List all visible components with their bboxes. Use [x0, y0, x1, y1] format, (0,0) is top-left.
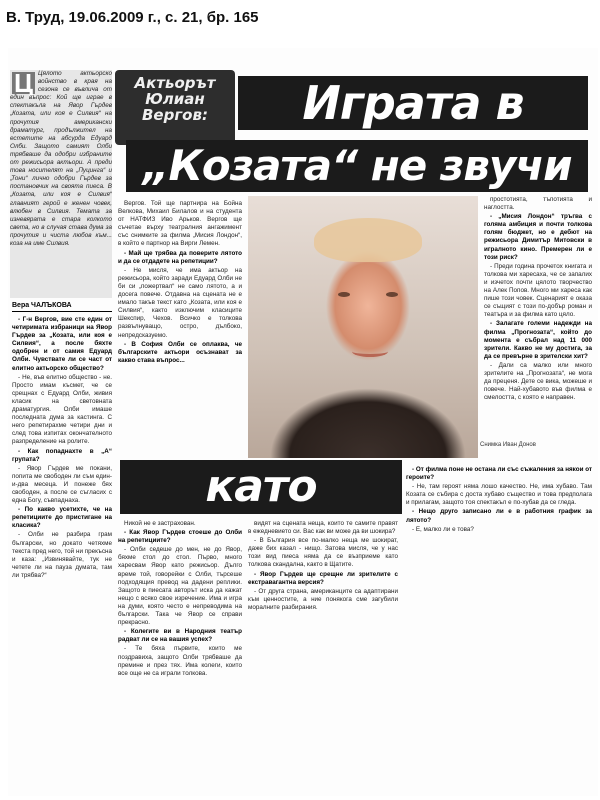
- title-line-3: като: [120, 460, 402, 514]
- column-1: [12, 316, 112, 796]
- interview-question: - По какво усетихте, че на репетициите до пристигане на класика?: [12, 506, 112, 530]
- interview-answer: - Олби не разбира грам български, но докато четяхме текста пред него, той ни прекъсна и каза: „Извинявайте, тук не четете ли на пауза думата, там ли трябва?“: [12, 531, 112, 579]
- interview-question: - В София Олби се оплаква, че българските актьори осъзнават за какво става въпрос...: [118, 340, 242, 364]
- interview-answer: - Олби седеше до мен, не до Явор, бяхме стол до стол. Първо, много харесвам Явор като режисьор. Дълго време той, говорейки с Олби, търсеше подходящия превод на дадени реплики. Защото в пиесата авторът иска да кажат нещо с всяко свое изречение. Има и игра на думи, която често е непреводима на български. Така че Явор се справи прекрасно.: [118, 546, 242, 627]
- author-byline: Вера ЧАЛЪКОВА: [12, 302, 72, 309]
- photo-eye-right: [386, 292, 398, 297]
- column-6: [406, 466, 592, 796]
- interview-answer: - Те бяха първите, които ме поздравиха, защото Олби трябваше да премине и през тях. Има колеги, които все още не са играли толкова.: [118, 645, 242, 677]
- lead-text: Цялото актьорско войнство в края на сезона се въвлича от един въпрос: Кой ще играе в спектакъла на Явор Гърдев „Козата, или коя е Силвия“ на прочутия американски драматург, продължител на естетите на абсурда Едуард Олби. Защото самият Олби трябваше да одобри избраните от режисьора актьори. А преди това носителят на „Пуцинга“ и „Тони“ лично одобри Гърдев за постановчик на своята пиеса. В „Козата, или коя е Силвия“ главният герой е женен човек, влюбен в Силвия. Темата за изневярата е стара колкото света, но в случая става дума за прочутия и чиста любов към... коза на име Силвия.: [10, 70, 112, 247]
- interview-question: - Явор Гърдев ще срещне ли зрителите с екстравагантна версия?: [248, 570, 398, 586]
- drop-cap: Ц: [14, 70, 33, 98]
- interview-answer: Вергов. Той ще партнира на Бойна Велкова, Михаил Билалов и на студента от НАТФИЗ Ивo Арьков. Вергов ще съчетае върху театралния ангажимент със снимките за филма „Мисия Лондон“, в който е партнор на Вирги Лемен.: [118, 200, 242, 248]
- photo-eye-left: [338, 292, 350, 297]
- photo-mouth: [352, 346, 388, 357]
- interview-question: - Залагате големи надежди на филма „Прогнозата“, който до момента е събрал над 11 000 зрители. Какво не му достига, за да се превърне в зрителски хит?: [484, 320, 592, 360]
- title-line-1: Играта в: [238, 76, 588, 130]
- interview-question: - От филма поне не остана ли със съжаления за някои от героите?: [406, 466, 592, 482]
- source-header: В. Труд, 19.06.2009 г., с. 21, бр. 165: [6, 9, 259, 26]
- interview-question: - Как попаднахте в „А“ групата?: [12, 447, 112, 463]
- interview-answer: - Е, малко ли е това?: [412, 525, 474, 533]
- interview-answer: видят на сцената неща, които те самите правят в ежедневието си. Вас как ви може да ви шокира?: [248, 520, 398, 536]
- interview-answer: - Дали са малко или много зрителите на „Прогнозата“, не мога да преценя. Дете се вика, можеше и повече. Най-хубавото във филма е смелостта, с която е направен.: [484, 361, 592, 402]
- interview-answer: простотията, тъпотията и наглостта.: [484, 196, 592, 212]
- interview-answer: - Не, във елитно общество - не. Просто имам късмет, че се срещнах с Едуард Олби, живия класик на световната драматургия. Олби имаше последната дума за кастинга. С него репетирахме четири дни и след това изпитах окончателното разпределение на ролите.: [12, 373, 112, 446]
- interview-question: - „Мисия Лондон“ тръгва с голяма амбиция и почти толкова голям бюджет, но е дебют на режисьора Димитър Митовски в игралното кино. Премерен ли е този риск?: [484, 213, 592, 261]
- interview-answer: - Явор Гърдев ме покани, попита ме свободен ли съм един-и-два месеца. И понеже бях свободен, а после се съгласих с една Богу, съвпаднаха.: [12, 464, 112, 505]
- interview-answer: - Не, там героят няма лошо качество. Не, има хубаво. Там Козата се събира с доста хубаво същество и това предполага и прилагам, защото тоя спектакъл е по-хубав да се гледа.: [406, 483, 592, 507]
- lead-paragraph: [10, 70, 112, 298]
- photo-hair: [314, 218, 422, 262]
- interview-question: - Г-н Вергов, вие сте един от четиримата избраници на Явор Гърдев за „Козата, или коя е Силвия“, а после бяхте одобрен и от самия Едуард Олби. Чувствате ли се част от елитно актьорско общество?: [12, 316, 112, 372]
- interview-question: - Колегите ви в Народния театър радват ли се на вашия успех?: [118, 628, 242, 644]
- title-kicker: Актьорът Юлиан Вергов:: [115, 70, 235, 145]
- interview-question: - Нещо друго записано ли е в работния график за лятото?: [406, 508, 592, 524]
- interview-answer: - Преди година прочетох книгата и толкова ми харесаха, че се запалих и изчетох почти цялото творчество на Алек Попов. Много ми хареса как пише този човек. Сценарият е оказа се същият с този по-добър роман и театъра и за филма като цяло.: [484, 262, 592, 319]
- photo-credit: Снимка Иван Донов: [480, 442, 536, 448]
- interview-answer: - От друга страна, американците са адаптирани към ценностите, а ние понякога сме загубили моралните разбирания.: [248, 587, 398, 611]
- interview-question: - Как Явор Гърдев стоеше до Олби на репетициите?: [118, 529, 242, 545]
- column-2: [118, 200, 242, 455]
- actor-photo: [248, 196, 478, 458]
- interview-answer: - В България все по-малко неща ме шокират, даже бих казал - нищо. Затова мисля, че у нас този вид пиеса няма да се възприеме като толкова скандална, както в Щатите.: [248, 537, 398, 569]
- byline-rule: [12, 311, 112, 312]
- column-5: [248, 520, 398, 796]
- interview-answer: Никой не е застрахован.: [124, 520, 196, 527]
- interview-answer: - Не мисля, че има актьор на режисьора, който заради Едуард Олби не би си „пожертвал“ не само лятото, а и досега повече. Отдавна на сцената не е имало такъв текст като „Козата, или коя е Силвия“, както изключим класиците Шекспир, Чехов. Всичко е толкова развълнуващо, остро, дълбоко, непредсказуемо.: [118, 266, 242, 339]
- title-line-2: „Козата“ не звучи: [126, 140, 588, 192]
- interview-question: - Май ще трябва да поверите лятото и да се отдадете на репетиции?: [118, 249, 242, 265]
- column-3: [118, 520, 242, 796]
